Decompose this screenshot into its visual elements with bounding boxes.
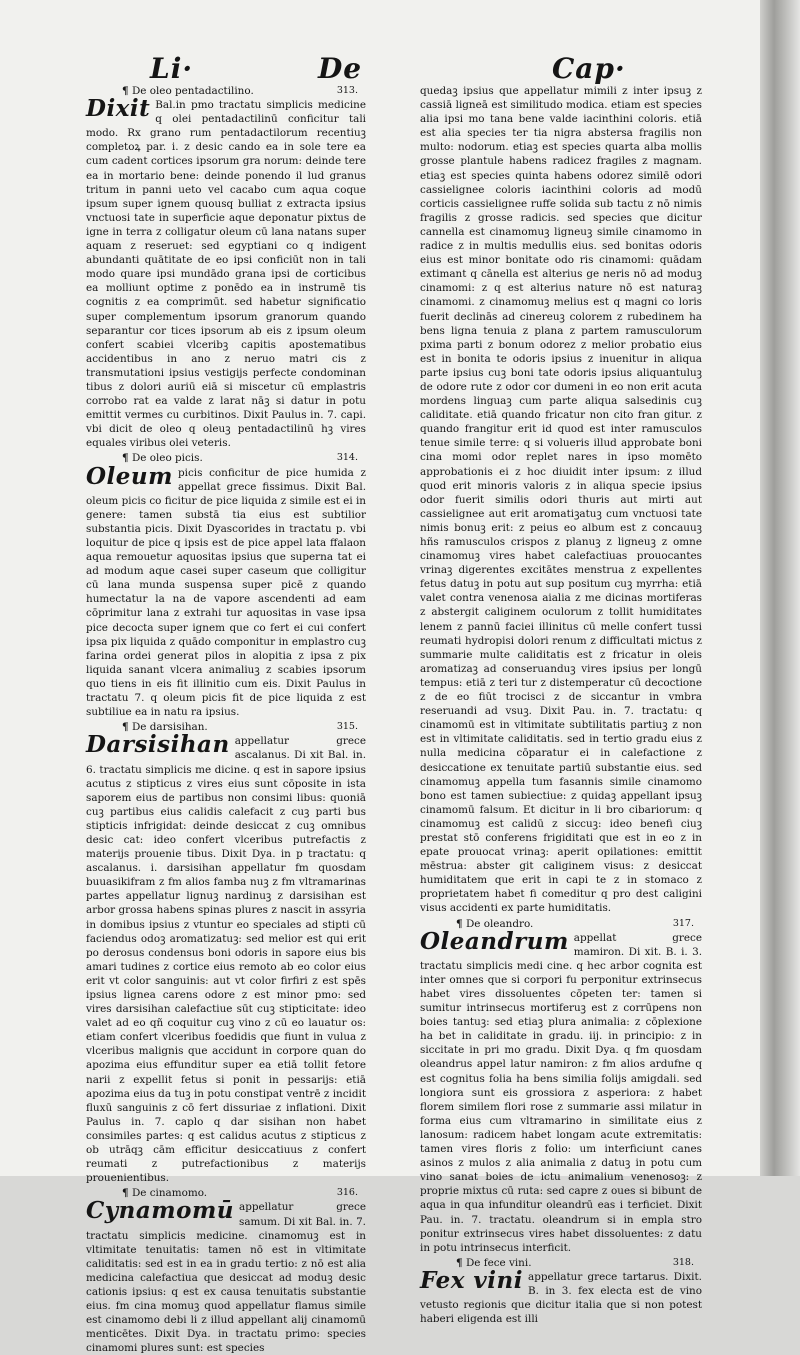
headword: Oleum: [86, 462, 173, 490]
section-title: De cinamomo.: [131, 1187, 208, 1200]
running-head-book: Li·: [150, 52, 194, 85]
entry-text: quedaꝫ ipsius que appellatur mimili z inter ipsuꝫ z cassiā ligneā est similitudo modica. etiam est species alia ipsi mo tana bene valde iacinthini coloris. etiā est alia species ter tia nigra abstersa fragilis non multo: nodorum. etiaꝫ est species quarta alba mollis grosse plantule habens radicez fragiles z magnam. etiaꝫ est species quinta habens odorez similē odori cassielignee coloris iacinthini coloris ad modū corticis cassielignee ruffe solida sub tactu z nō nimis fragilis z grosse radicis. sed species que dicitur cannella est cinamomuꝫ ligneuꝫ simile cinamomo in radice z in multis medullis eius. sed bonitas odoris eius est minor bonitate odo ris cinamomi: quādam extimant q cānella est alterius ge neris nō ad moduꝫ cinamomi: z q est alterius nature nō est naturaꝫ cinamomi. z cinamomuꝫ melius est q magni co loris fuerit declinās ad cinereuꝫ colorem z rubedinem ha bens ligna tenuia z plana z partem ramusculorum pxima parti z bonum odorez z melior probatio eius est in bonita te odoris ipsius z inuenitur in aliqua parte ipsius cuꝫ boni tate odoris ipsius aliquantuluꝫ de odore rute z odor cor dumeni in eo non erit acuta mordens linguaꝫ cum parte aliqua salsedinis cuꝫ caliditate. etiā quando fricatur non cito fran gitur. z quando frangitur erit id quod est inter ramusculos tenue simile terre: q si volueris illud approbate boni cina momi odor replet nares in ipso momēto approbationis ei z hoc diuidit inter ipsum: z illud quod erit minoris valoris z in aliqua specie ipsius odor fuerit similis odori thuris aut mirti aut cassielignee aut erit aromatiꝫatuꝫ cum vnctuosi tate nimis bonuꝫ erit: z peius eo album est z concauuꝫ hñs ramusculos crispos z planuꝫ z ligneuꝫ z omne cinamomuꝫ vires habet calefactiuas prouocantes vrinaꝫ digerentes excitātes menstrua z expellentes fetus datuꝫ in potu aut sup positum cuꝫ myrrha: etiā valet contra venenosa aialia z me dicinas mortiferas z abstergit caliginem oculorum z tollit humiditates lenem z pannū faciei illinitus cū melle confert tussi reumati hydropisi dolori renum z difficultati mictus z summarie multe caliditatis est z fricatur in oleis aromatizaꝫ ad conseruanduꝫ vires ipsius per longū tempus: etiā z teri tur z distemperatur cū decoctione z de eo fiūt trocisci z de siccantur in vmbra reseruandi ad vsuꝫ. Dixit Pau. in. 7. tractatu: q cinamomū est in vltimitate subtilitatis partiuꝫ z non est in vltimitate caliditatis. sed in tertio gradu eius z nulla medicina cōparatur ei in calefactione z desiccatione ex tenuitate partiū substantie eius. sed cinamomuꝫ appella tum fasannis simile cinamomo bono est tamen subiectiue: z quidaꝫ appellant ipsuꝫ cinamomū falsum. Et dicitur in li bro cibariorum: q cinamomuꝫ est calidū z siccuꝫ: ideo benefi ciuꝫ prestat stō conferens frigiditati que est in eo z in epate prouocat vrinaꝫ: aperit opilationes: emittit mēstrua: abster git caliginem visus: z desiccat humiditatem que erit in capi te z in stomaco z proprietatem habet fi comeditur q pro dest caligini visus accidenti ex parte humiditatis.: [420, 85, 702, 915]
headword: Cynamomū: [86, 1197, 235, 1225]
entry-fece-vini: [420, 1256, 702, 1326]
headword: Oleandrum: [420, 927, 569, 955]
section-heading: [420, 1256, 702, 1270]
headword: Dixit: [86, 95, 151, 123]
running-head-de: De: [318, 52, 363, 85]
entry-cinamomo: [86, 1186, 366, 1355]
section-title: De oleo pentadactilino.: [131, 85, 254, 97]
running-head-chapter: Cap·: [552, 52, 626, 85]
section-title: De oleandro.: [465, 917, 534, 930]
entry-text: picis conficitur de pice humida z appellat grece fissimus. Dixit Bal. oleum picis co ficitur de pice liquida z simile est ei in genere: tamen substā tia eius est subtilior substantia picis. Dixit Dyascorides in tractatu p. vbi loquitur de pice q ipsis est de pice appel lata ffalaon aqua remouetur aquositas ipsius que superna tat ei ad modum aque casei super caseum que colligitur cū lana munda suspensa super picē z quando humectatur la na de vapore ascendenti ad eam cōprimitur lana z extrahi tur aquositas in vase ipsa pice decocta super ignem que co fert ei cui confert ipsa pix liquida z quādo componitur in emplastro cuꝫ farina ordei generat pilos in alopitia z ipsa z pix liquida sanant vlcera animaliuꝫ z scabies ipsorum quo tiens in eis fit illinitio cum eis. Dixit Paulus in tractatu 7. q oleum picis fit de pice liquida z est subtiliue ea in natu ra ipsius.: [86, 466, 366, 719]
entry-oleo-pentadactilino: [86, 84, 366, 450]
pilcrow-icon: ¶: [456, 917, 463, 930]
pilcrow-icon: ¶: [456, 1256, 463, 1269]
section-number: 318.: [672, 1256, 694, 1268]
right-text-column: [420, 84, 702, 1326]
pilcrow-icon: ¶: [122, 85, 129, 97]
entry-oleo-picis: [86, 451, 366, 719]
entry-oleandro: [420, 917, 702, 1255]
left-text-column: [86, 84, 366, 1355]
entry-cinamomo-continued: [420, 84, 702, 916]
pilcrow-icon: ¶: [122, 1187, 129, 1200]
entry-text: appellat grece mamiron. Di xit. B. i. 3. tractatu simplicis medi cine. q hec arbor cognita est inter omnes que si corpori fu perponitur extrinsecus habet vires dissoluentes cōpeten ter: tamen si sumitur intrinsecus mortiferuꝫ est z corrūpens non boies tantuꝫ: sed etiaꝫ plura animalia: z cōplexione ha bet in caliditate in gradu. iij. in principio: z in siccitate in pri mo gradu. Dixit Dya. q fm quosdam oleandrus appel latur namiron: z fm alios ardufne q est cognitus folia ha bens similia folijs amigdali. sed longiora sunt eis grossiora z asperiora: z habet florem similem flori rose z summarie assi milatur in forma eius cum vltramarino in similitate eius z lanosum: radicem habet longam acute extremitatis: tamen vires floris z folio: um interficiunt canes asinos z mulos z alia animalia z datuꝫ in potu cum vino sanat boies de ictu animalium venenosoꝫ: z proprie mixtus cū ruta: sed capre z oues si bibunt de aqua in qua infunditur oleandrū eas i terficiet. Dixit Pau. in. 7. tractatu. oleandrum si in empla stro ponitur extrinsecus vires habet dissoluentes: z datu in potu intrinsecus interficit.: [420, 931, 702, 1254]
section-heading: [86, 451, 366, 465]
headword: Darsisihan: [86, 731, 230, 759]
pilcrow-icon: ¶: [122, 721, 129, 734]
entry-text: appellatur grece ascalanus. Di xit Bal. in. 6. tractatu simplicis me dicine. q est in sapore ipsius acutus z stipticus z vires eius sunt cōposite in ista saporem eius de partibus non consimi libus: quoniā cuꝫ partibus eius calidis calefacit z cuꝫ parti bus stipticis infrigidat: deinde desiccat z cuꝫ omnibus desic cat: ideo confert vlceribus putrefactis z materijs prouenie tibus. Dixit Dya. in p tractatu: q ascalanus. i. darsisihan appellatur fm quosdam buuasikifram z fm alios famba nuꝫ z fm vltramarinas partes appellatur lignuꝫ nardinuꝫ z darsisihan est arbor grossa habens spinas plures z nascit in assyria in domibus ipsius z vtuntur eo speciales ad stipti cū faciendus odoꝫ aromatizatuꝫ: sed melior est qui erit po derosus condensus boni odoris in sapore eius bis amari tudines z cortice eius remoto ab eo color eius erit vt color sanguinis: aut vt color firfiri z est spēs ipsius lignea carens odore z est minor pmo: sed vires darsisihan calefactiue sūt cuꝫ stipticitate: ideo valet ad eo qñ coquitur cuꝫ vino z cū eo lauatur os: etiam confert vlceribus foedidis que fiunt in vulua z vlceribus malignis que accidunt in corpore quan do apozima eius effunditur super ea etiā tollit fetore narii z expellit fetus si ponit in pessarijs: etiā apozima eius da tuꝫ in potu constipat ventrē z incidit fluxū sanguinis z cō fert dissuriae z inflationi. Dixit Paulus in. 7. caplo q dar sisihan non habet consimiles partes: q est calidus acutus z stipticus z ob utrāqꝫ cām efficitur desiccatiuus z confert reumati z putrefactionibus z materijs prouenientibus.: [86, 735, 366, 1185]
section-title: De fece vini.: [465, 1256, 532, 1269]
section-number: 313.: [336, 85, 358, 96]
pilcrow-icon: ¶: [122, 452, 129, 465]
section-number: 315.: [336, 721, 358, 733]
section-number: 314.: [336, 452, 358, 464]
section-number: 317.: [672, 917, 694, 929]
entry-text: Bal.in pmo tractatu simplicis medicine q olei pentadactilinū conficitur tali modo. Rx grano rum pentadactilorum recentiuꝫ completoꝝ par. i. z desic cando ea in sole tere ea cum cadent cortices ipsorum gra norum: deinde tere ea in mortario bene: deinde ponendo il lud granus tritum in panni ueto vel cacabo cum aqua coque ipsum super ignem quousq bulliat z extracta ipsius vnctuosi tate in superficie aque deponatur pixtus de igne in terra z colligatur oleum cū lana natans super aquam z reseruet: sed egyptiani co q indigent abundanti quātitate de eo ipsi conficiūt non in tali modo quare ipsi mundādo grana ipsi de corticibus ea molliunt optime z ponēdo ea in instrumē tis cognitis z ea comprimūt. sed habetur significatio super complementum ipsorum granorum quando separantur cor tices ipsorum ab eis z ipsum oleum confert scabiei vlceribꝫ capitis apostematibus accidentibus in ano z neruo matri cis z transmutationi ipsius vestigijs perfecte condominan tibus z dolori auriū eiā si miscetur cū emplastris corrobo rat ea valde z larat nāꝫ si datur in potu emittit vermes cu curbitinos. Dixit Paulus in. 7. capi. vbi dicit de oleo q oleuꝫ pentadactilinū hꝫ vires equales viribus olei veteris.: [86, 99, 366, 450]
headword: Fex vini: [420, 1266, 523, 1294]
section-number: 316.: [336, 1187, 358, 1199]
section-heading: [86, 84, 366, 98]
section-title: De darsisihan.: [131, 721, 208, 734]
entry-darsisihan: [86, 720, 366, 1185]
section-title: De oleo picis.: [131, 452, 203, 465]
page-binding-edge: [760, 0, 800, 1176]
entry-text: appellatur grece tartarus. Dixit. B. in 3. fex electa est de vino vetusto regionis que dicitur italia que si non potest haberi eligenda est illi: [420, 1270, 702, 1326]
entry-text: appellatur grece samum. Di xit Bal. in. 7. tractatu simplicis medicine. cinamomuꝫ est in vltimitate tenuitatis: tamen nō est in vltimitate caliditatis: sed est in ea in gradu tertio: z nō est alia medicina calefactiua que desiccat ad moduꝫ desic cationis ipsius: q est ex causa tenuitatis substantie eius. fm cina momuꝫ quod appellatur flamus simile est cinamomo debi li z illud appellant alij cinamomū menticētes. Dixit Dya. in tractatu primo: species cinamomi plures sunt: est species: [86, 1201, 366, 1355]
